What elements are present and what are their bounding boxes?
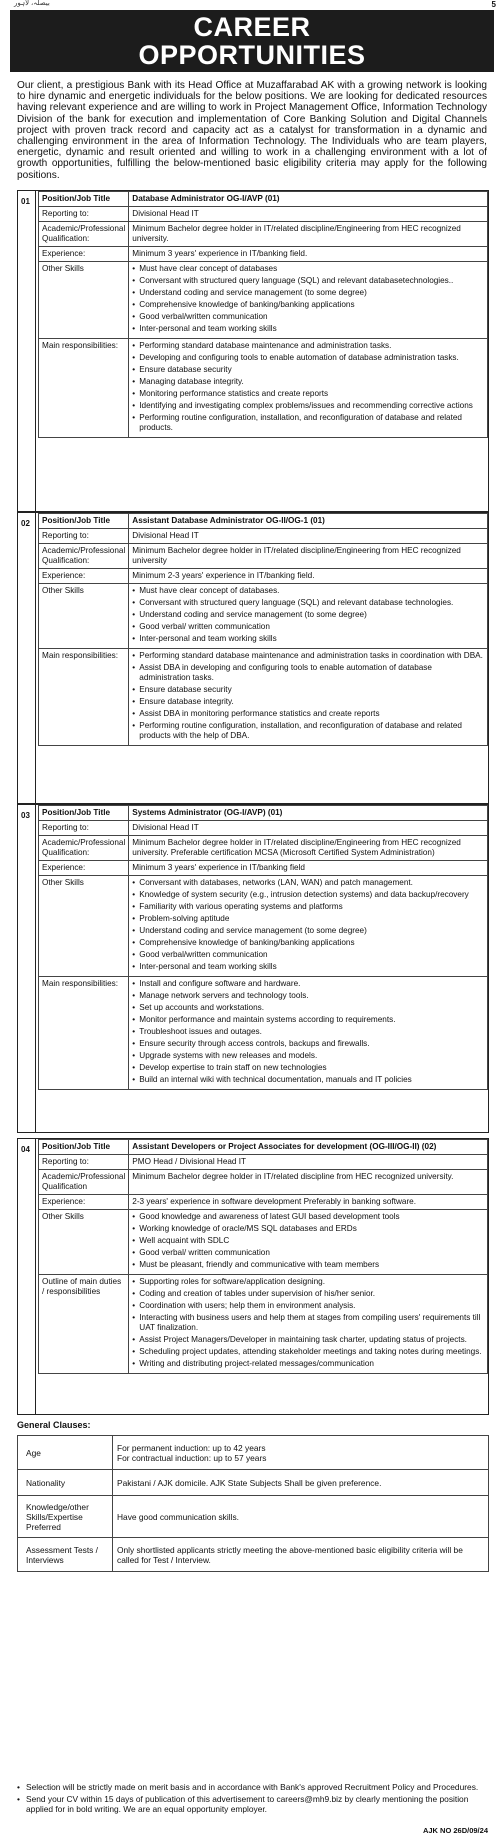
responsibilities-label: Main responsibilities: xyxy=(39,977,129,1090)
table-row xyxy=(39,1140,488,1155)
experience-label: Experience: xyxy=(39,569,129,584)
experience-label: Experience: xyxy=(39,861,129,876)
reporting-value: PMO Head / Divisional Head IT xyxy=(129,1155,488,1170)
job-number: 01 xyxy=(18,191,36,511)
skills-label: Other Skills xyxy=(39,1210,129,1275)
skill-item: • Good knowledge and awareness of latest GUI based development tools xyxy=(132,1212,484,1222)
clause-label: Nationality xyxy=(18,1470,113,1496)
skill-item: • Good verbal/written communication xyxy=(132,312,484,322)
responsibility-item: • Identifying and investigating complex problems/issues and recommending corrective actions xyxy=(132,401,484,411)
responsibility-item: • Managing database integrity. xyxy=(132,377,484,387)
responsibility-item: • Monitoring performance statistics and create reports xyxy=(132,389,484,399)
responsibility-item: • Scheduling project updates, attending stakeholder meetings and taking notes during meetings. xyxy=(132,1347,484,1357)
clause-label: Knowledge/other Skills/Expertise Preferred xyxy=(18,1496,113,1538)
note-item: • Selection will be strictly made on merit basis and in accordance with Bank's approved Recruitment Policy and Procedures. xyxy=(17,1782,487,1793)
table-row xyxy=(39,1195,488,1210)
table-row xyxy=(39,544,488,569)
experience-value: Minimum 3 years' experience in IT/banking field. xyxy=(129,247,488,262)
responsibility-item: • Coding and creation of tables under supervision of his/her senior. xyxy=(132,1289,484,1299)
skills-label: Other Skills xyxy=(39,262,129,339)
table-row xyxy=(39,207,488,222)
responsibilities-cell xyxy=(129,649,488,746)
skill-item: • Conversant with structured query language (SQL) and relevant database technologies. xyxy=(132,598,484,608)
responsibility-item: • Assist DBA in monitoring performance statistics and create reports xyxy=(132,709,484,719)
job-table xyxy=(38,513,488,746)
reporting-label: Reporting to: xyxy=(39,529,129,544)
qualification-label: Academic/Professional Qualification xyxy=(39,1170,129,1195)
table-row xyxy=(39,339,488,438)
responsibilities-cell xyxy=(129,977,488,1090)
skills-cell xyxy=(129,262,488,339)
table-row xyxy=(18,1436,489,1470)
table-row xyxy=(39,876,488,977)
responsibility-item: • Set up accounts and workstations. xyxy=(132,1003,484,1013)
qualification-value: Minimum Bachelor degree holder in IT/related discipline/Engineering from HEC recognized university. xyxy=(129,222,488,247)
skill-item: • Familiarity with various operating systems and platforms xyxy=(132,902,484,912)
responsibilities-list xyxy=(132,651,484,741)
skill-item: • Working knowledge of oracle/MS SQL databases and ERDs xyxy=(132,1224,484,1234)
title-label: Position/Job Title xyxy=(39,1140,129,1155)
responsibility-item: • Performing routine configuration, installation, and reconfiguration of database and related products. xyxy=(132,413,484,433)
responsibilities-cell xyxy=(129,339,488,438)
responsibility-item: • Performing routine configuration, installation, and reconfiguration of database and related products with the help of DBA. xyxy=(132,721,484,741)
responsibility-item: • Build an internal wiki with technical documentation, manuals and IT policies xyxy=(132,1075,484,1085)
title-banner xyxy=(10,10,494,72)
job-table xyxy=(38,805,488,1090)
skill-item: • Must have clear concept of databases xyxy=(132,264,484,274)
qualification-value: Minimum Bachelor degree holder in IT/related discipline/Engineering from HEC recognized university xyxy=(129,544,488,569)
responsibility-item: • Monitor performance and maintain systems according to requirements. xyxy=(132,1015,484,1025)
skill-item: • Must be pleasant, friendly and communicative with team members xyxy=(132,1260,484,1270)
qualification-label: Academic/Professional Qualification: xyxy=(39,222,129,247)
reporting-value: Divisional Head IT xyxy=(129,207,488,222)
clause-label: Assessment Tests / Interviews xyxy=(18,1538,113,1572)
clause-value: Pakistani / AJK domicile. AJK State Subjects Shall be given preference. xyxy=(113,1470,489,1496)
responsibility-item: • Coordination with users; help them in environment analysis. xyxy=(132,1301,484,1311)
table-row xyxy=(39,806,488,821)
title-label: Position/Job Title xyxy=(39,192,129,207)
responsibility-item: • Manage network servers and technology tools. xyxy=(132,991,484,1001)
corner-text: بیصلہ، لاہور xyxy=(14,0,50,7)
responsibility-item: • Upgrade systems with new releases and models. xyxy=(132,1051,484,1061)
page-number: 5 xyxy=(491,0,496,9)
title-label: Position/Job Title xyxy=(39,806,129,821)
responsibility-item: • Assist Project Managers/Developer in maintaining task charter, updating status of projects. xyxy=(132,1335,484,1345)
job-table xyxy=(38,191,488,438)
skills-cell xyxy=(129,1210,488,1275)
table-row xyxy=(39,529,488,544)
skills-list xyxy=(132,1212,484,1270)
table-row xyxy=(39,1170,488,1195)
responsibilities-list xyxy=(132,1277,484,1369)
responsibility-item: • Interacting with business users and help them at stages from compiling users' requirements till UAT finalization. xyxy=(132,1313,484,1333)
job-block-02 xyxy=(17,512,489,804)
responsibility-item: • Troubleshoot issues and outages. xyxy=(132,1027,484,1037)
responsibility-item: • Ensure security through access controls, backups and firewalls. xyxy=(132,1039,484,1049)
title-line1: CAREER xyxy=(193,12,311,42)
skill-item: • Comprehensive knowledge of banking/banking applications xyxy=(132,300,484,310)
skills-cell xyxy=(129,584,488,649)
job-title: Assistant Developers or Project Associates for development (OG-III/OG-II) (02) xyxy=(129,1140,488,1155)
qualification-value: Minimum Bachelor degree holder in IT/related discipline/Engineering from HEC recognized university. Preferable certification MCSA (Microsoft Certified System Administration) xyxy=(129,836,488,861)
general-clauses-table xyxy=(17,1435,489,1572)
table-row xyxy=(39,222,488,247)
reference-number: AJK NO 26D/09/24 xyxy=(422,1826,488,1835)
table-row xyxy=(39,569,488,584)
table-row xyxy=(39,836,488,861)
job-block-04 xyxy=(17,1138,489,1415)
job-block-03 xyxy=(17,804,489,1133)
clause-value: For permanent induction: up to 42 years For contractual induction: up to 57 years xyxy=(113,1436,489,1470)
skill-item: • Well acquaint with SDLC xyxy=(132,1236,484,1246)
responsibilities-list xyxy=(132,979,484,1085)
skill-item: • Inter-personal and team working skills xyxy=(132,962,484,972)
skills-label: Other Skills xyxy=(39,584,129,649)
skill-item: • Good verbal/ written communication xyxy=(132,622,484,632)
responsibilities-list xyxy=(132,341,484,433)
job-number: 02 xyxy=(18,513,36,803)
experience-label: Experience: xyxy=(39,247,129,262)
job-block-01 xyxy=(17,190,489,512)
responsibility-item: • Supporting roles for software/application designing. xyxy=(132,1277,484,1287)
skill-item: • Inter-personal and team working skills xyxy=(132,324,484,334)
reporting-value: Divisional Head IT xyxy=(129,529,488,544)
qualification-value: Minimum Bachelor degree holder in IT/related discipline from HEC recognized university. xyxy=(129,1170,488,1195)
title-line2: OPPORTUNITIES xyxy=(138,40,366,70)
responsibility-item: • Performing standard database maintenance and administration tasks. xyxy=(132,341,484,351)
table-row xyxy=(39,649,488,746)
responsibility-item: • Writing and distributing project-related messages/communication xyxy=(132,1359,484,1369)
clause-label: Age xyxy=(18,1436,113,1470)
skill-item: • Problem-solving aptitude xyxy=(132,914,484,924)
skill-item: • Good verbal/ written communication xyxy=(132,1248,484,1258)
responsibility-item: • Ensure database security xyxy=(132,365,484,375)
table-row xyxy=(39,861,488,876)
skill-item: • Understand coding and service management (to some degree) xyxy=(132,610,484,620)
responsibility-item: • Develop expertise to train staff on new technologies xyxy=(132,1063,484,1073)
table-row xyxy=(18,1538,489,1572)
job-title: Assistant Database Administrator OG-II/OG-1 (01) xyxy=(129,514,488,529)
table-row xyxy=(39,192,488,207)
qualification-label: Academic/Professional Qualification: xyxy=(39,544,129,569)
table-row xyxy=(39,247,488,262)
table-row xyxy=(18,1470,489,1496)
skill-item: • Understand coding and service management (to some degree) xyxy=(132,926,484,936)
skill-item: • Good verbal/written communication xyxy=(132,950,484,960)
intro-paragraph: Our client, a prestigious Bank with its Head Office at Muzaffarabad AK with a growing network is looking to hire dynamic and energetic individuals for the below positions. We are looking for dedicated resources having relevant experience and are willing to work in Project Management Office, Information Technology Division of the bank for execution and implementation of Core Banking Solution and Digital Channels project with proven track record and capacity act as a catalyst for transformation in a dynamic and challenging environment in the area of Information Technology. The Individuals who are team players, energetic, dynamic and result oriented and willing to work in a challenging environment with a lot of growth opportunities, fulfilling the below-mentioned basic eligibility criteria may apply for the following positions. xyxy=(17,80,487,181)
responsibilities-label: Outline of main duties / responsibilities xyxy=(39,1275,129,1374)
table-row xyxy=(39,1210,488,1275)
job-title: Database Administrator OG-I/AVP (01) xyxy=(129,192,488,207)
responsibilities-label: Main responsibilities: xyxy=(39,649,129,746)
responsibility-item: • Ensure database integrity. xyxy=(132,697,484,707)
notes-list xyxy=(17,1782,487,1816)
qualification-label: Academic/Professional Qualification: xyxy=(39,836,129,861)
table-row xyxy=(39,1275,488,1374)
job-number: 03 xyxy=(18,805,36,1132)
experience-label: Experience: xyxy=(39,1195,129,1210)
skill-item: • Conversant with structured query language (SQL) and relevant databasetechnologies.. xyxy=(132,276,484,286)
skill-item: • Conversant with databases, networks (LAN, WAN) and patch management. xyxy=(132,878,484,888)
skill-item: • Inter-personal and team working skills xyxy=(132,634,484,644)
skills-list xyxy=(132,878,484,972)
table-row xyxy=(39,514,488,529)
experience-value: 2-3 years' experience in software development Preferably in banking software. xyxy=(129,1195,488,1210)
responsibility-item: • Developing and configuring tools to enable automation of database administration tasks. xyxy=(132,353,484,363)
responsibilities-cell xyxy=(129,1275,488,1374)
general-clauses-title: General Clauses: xyxy=(17,1420,91,1430)
table-row xyxy=(39,1155,488,1170)
skills-label: Other Skills xyxy=(39,876,129,977)
table-row xyxy=(39,821,488,836)
reporting-value: Divisional Head IT xyxy=(129,821,488,836)
skill-item: • Must have clear concept of databases. xyxy=(132,586,484,596)
table-row xyxy=(18,1496,489,1538)
clause-value: Have good communication skills. xyxy=(113,1496,489,1538)
reporting-label: Reporting to: xyxy=(39,821,129,836)
skill-item: • Comprehensive knowledge of banking/banking applications xyxy=(132,938,484,948)
skills-cell xyxy=(129,876,488,977)
skill-item: • Knowledge of system security (e.g., intrusion detection systems) and data backup/recovery xyxy=(132,890,484,900)
title-label: Position/Job Title xyxy=(39,514,129,529)
table-row xyxy=(39,584,488,649)
skills-list xyxy=(132,586,484,644)
responsibilities-label: Main responsibilities: xyxy=(39,339,129,438)
reporting-label: Reporting to: xyxy=(39,1155,129,1170)
clause-value: Only shortlisted applicants strictly meeting the above-mentioned basic eligibility criteria will be called for Test / Interview. xyxy=(113,1538,489,1572)
experience-value: Minimum 3 years' experience in IT/banking field xyxy=(129,861,488,876)
responsibility-item: • Ensure database security xyxy=(132,685,484,695)
skill-item: • Understand coding and service management (to some degree) xyxy=(132,288,484,298)
job-table xyxy=(38,1139,488,1374)
skills-list xyxy=(132,264,484,334)
responsibility-item: • Install and configure software and hardware. xyxy=(132,979,484,989)
experience-value: Minimum 2-3 years' experience in IT/banking field. xyxy=(129,569,488,584)
reporting-label: Reporting to: xyxy=(39,207,129,222)
job-number: 04 xyxy=(18,1139,36,1414)
table-row xyxy=(39,262,488,339)
note-item: • Send your CV within 15 days of publication of this advertisement to careers@mh9.biz by clearly mentioning the position applied for in bold writing. We are an equal opportunity employer. xyxy=(17,1794,487,1815)
job-title: Systems Administrator (OG-I/AVP) (01) xyxy=(129,806,488,821)
table-row xyxy=(39,977,488,1090)
responsibility-item: • Assist DBA in developing and configuring tools to enable automation of database administration tasks. xyxy=(132,663,484,683)
responsibility-item: • Performing standard database maintenance and administration tasks in coordination with DBA. xyxy=(132,651,484,661)
